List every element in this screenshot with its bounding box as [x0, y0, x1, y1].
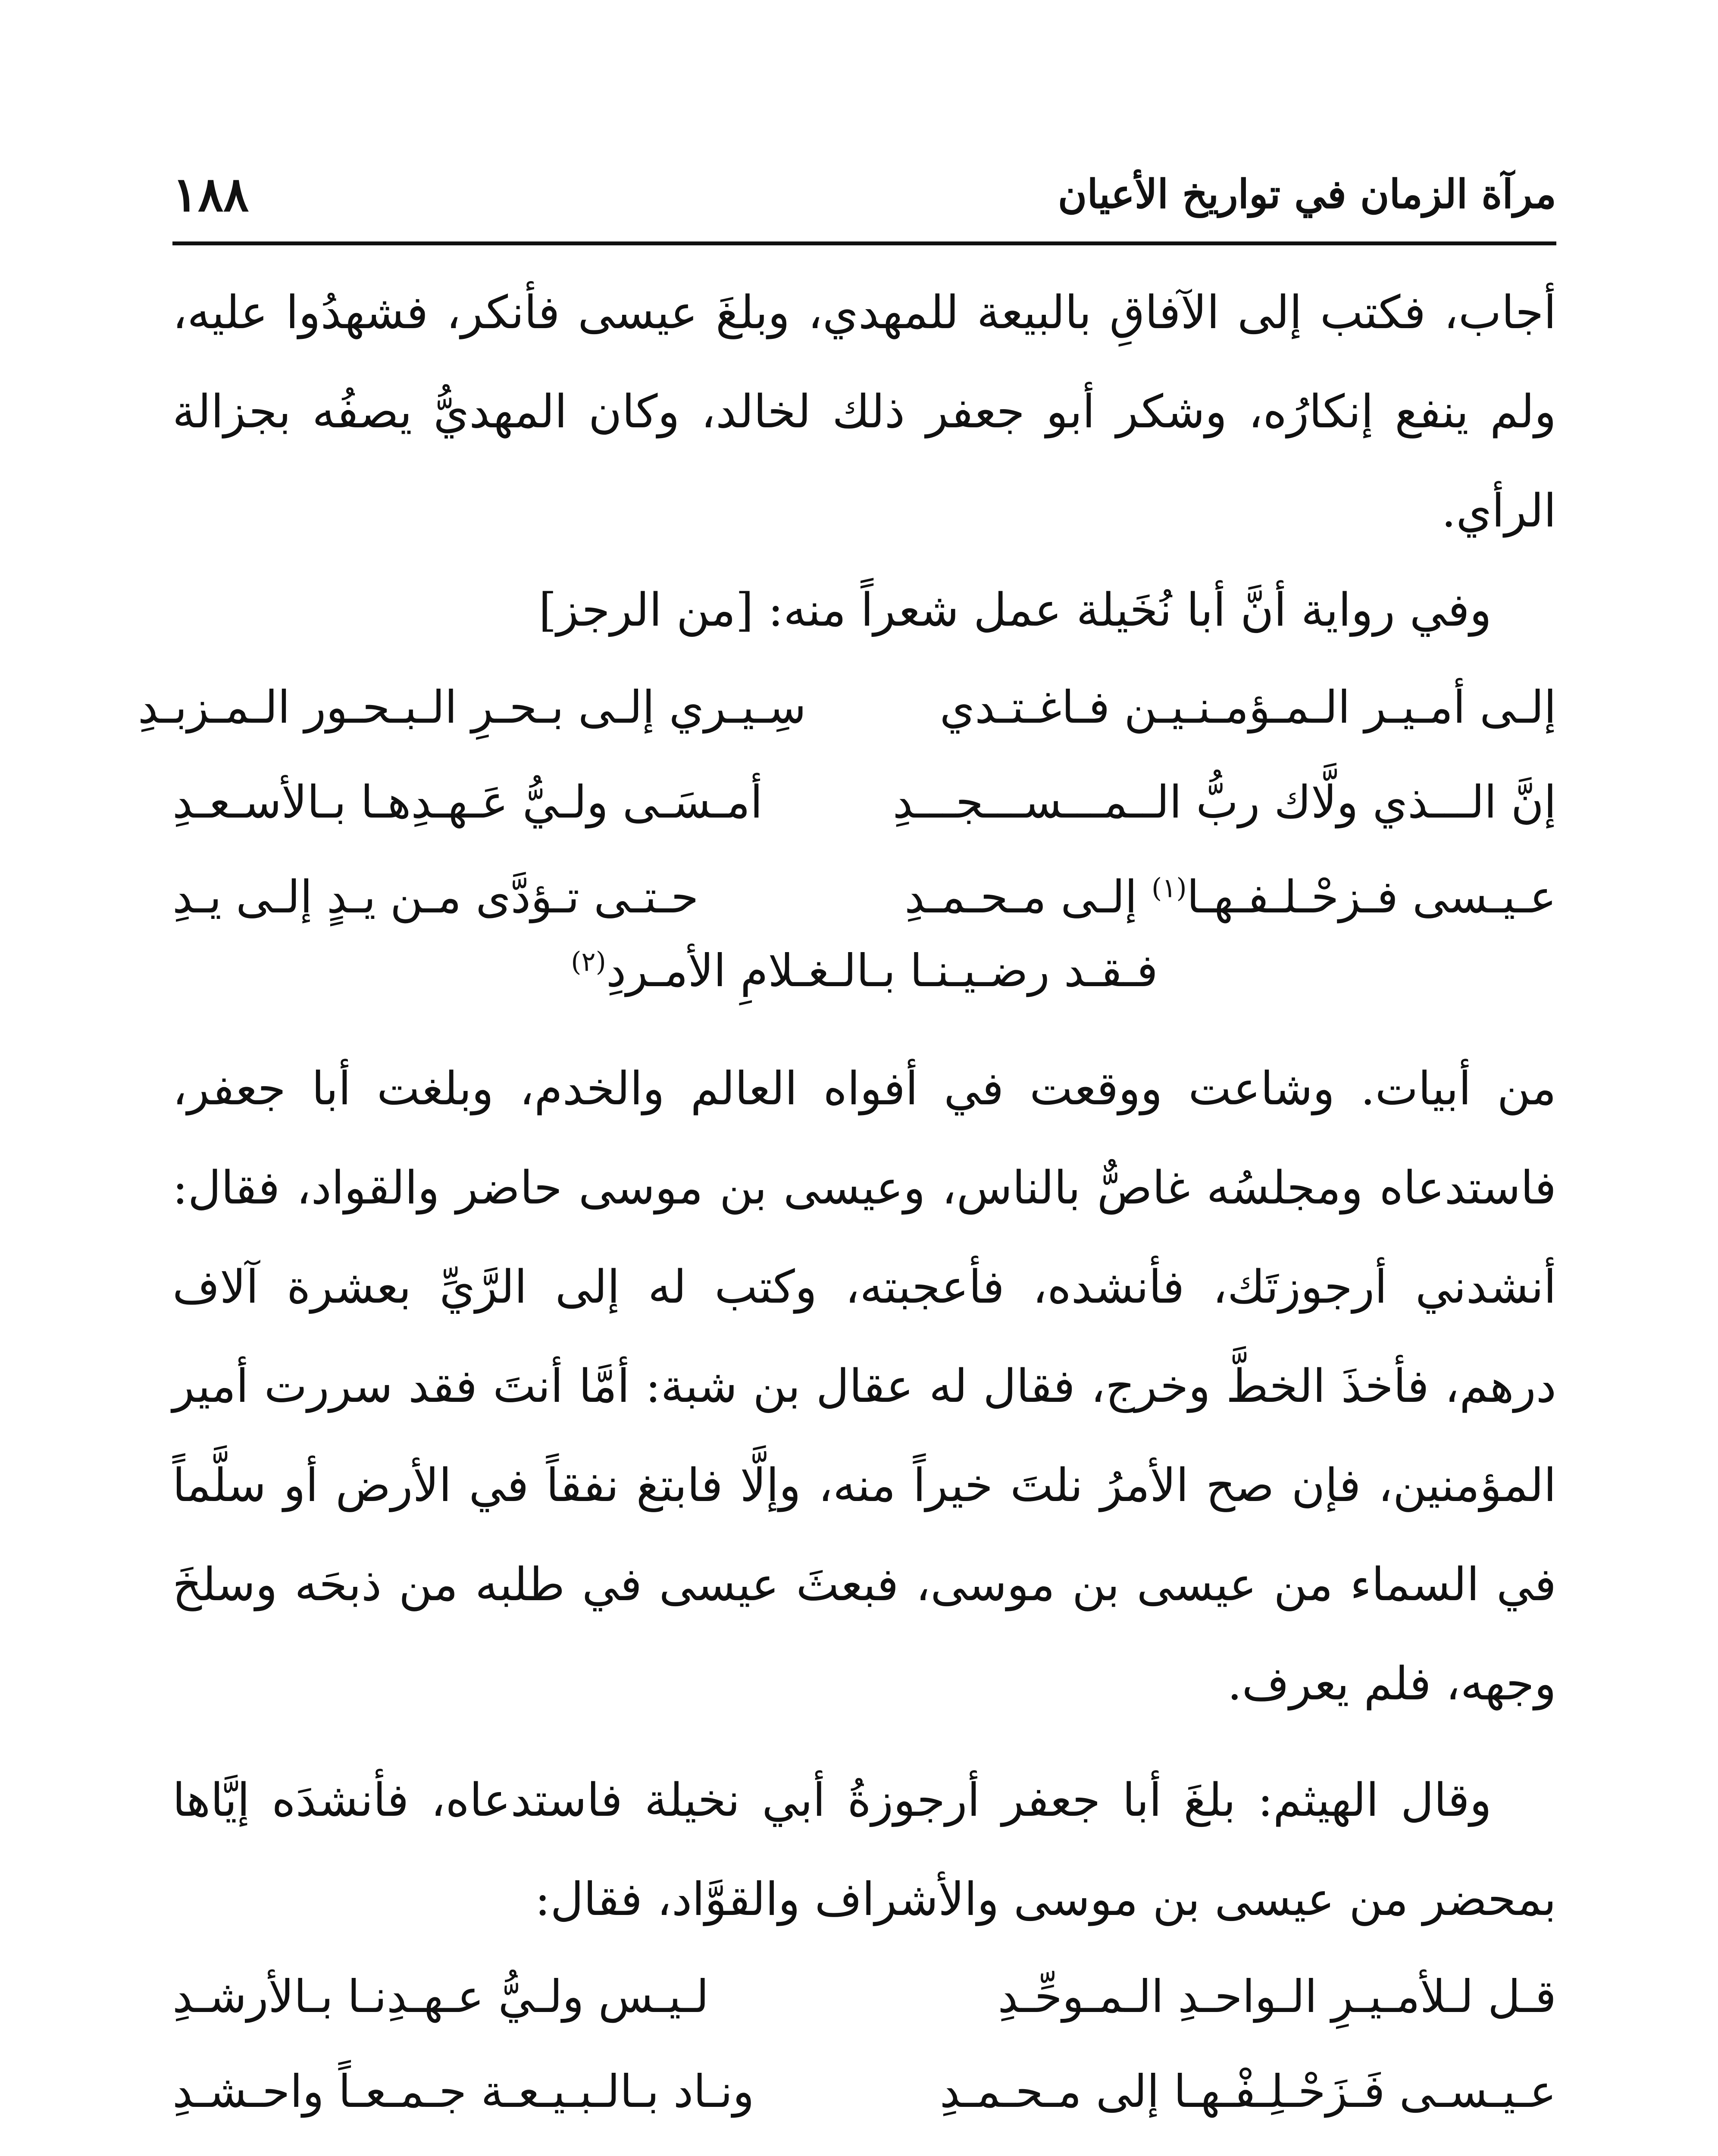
paragraph-4: وقال الهيثم: بلغَ أبا جعفر أرجوزةُ أبي نخيلة فاستدعاه، فأنشدَه إيَّاها بمحضر من عيسى بن موسى والأشراف والقوَّاد، فقال:	[172, 1774, 1556, 1926]
footnote-ref-1: (١)	[1151, 872, 1187, 904]
paragraph-1: أجاب، فكتب إلى الآفاقِ بالبيعة للمهدي، وبلغَ عيسى فأنكر، فشهدُوا عليه، ولم ينفع إنكارُه، وشكر أبو جعفر ذلك لخالد، وكان المهديُّ يصفُه بجزالة الرأي.	[172, 286, 1556, 537]
verse-second-hemistich: حـتـى تـؤدَّى مـن يـدٍ إلـى يـدِ	[172, 871, 699, 923]
verse-second-hemistich: ونـاد بـالـبـيـعـة جـمـعـاً واحـشـدِ	[172, 2065, 754, 2118]
verse-first-hemistich: قـل لـلأمـيـرِ الـواحـدِ الـمـوحِّـدِ	[998, 1970, 1556, 2023]
poem-1-verse-3	[172, 849, 1556, 944]
poem-1-verse-4	[172, 944, 1556, 1039]
poem-2-verse-2	[172, 2044, 1556, 2139]
page-header	[172, 160, 1556, 229]
verse-first-hemistich: إنَّ الـــذي ولَّاك ربُّ الــمـــســـجـــدِ	[892, 776, 1556, 828]
paragraph-5	[172, 2139, 1556, 2156]
poem-1-verse-2	[172, 755, 1556, 849]
footnote-ref-2: (٢)	[571, 946, 606, 978]
header-rule	[172, 241, 1556, 245]
poem-1-verse-1	[138, 660, 1556, 755]
verse-text: فـقـد رضـيـنـا بـالـغـلامِ الأمـردِ	[606, 944, 1158, 997]
verse-second-hemistich: أمـسَـى ولـيُّ عَـهـدِهـا بـالأسـعـدِ	[172, 776, 763, 828]
poem-2-verse-1	[172, 1949, 1556, 2044]
verse-first-hemistich: عـيـسـى فَـزَحْـلِـفْـهـا إلى مـحـمـدِ	[939, 2065, 1556, 2118]
verse-text: إلـى مـحـمـدِ	[904, 871, 1152, 923]
verse-second-hemistich: سِـيـري إلـى بـحـرِ الـبـحـور الـمـزبـدِ	[138, 681, 806, 733]
verse-first-hemistich	[904, 871, 1556, 923]
page-number: ١٨٨	[172, 166, 249, 222]
poem-2	[172, 1949, 1556, 2139]
paragraph-2: وفي رواية أنَّ أبا نُخَيلة عمل شعراً منه: [من الرجز]	[538, 583, 1492, 636]
paragraph-3: من أبيات. وشاعت ووقعت في أفواه العالم والخدم، وبلغت أبا جعفر، فاستدعاه ومجلسُه غاصٌّ بالناس، وعيسى بن موسى حاضر والقواد، فقال: أنشدني أرجوزتَك، فأنشده، فأعجبته، وكتب له إلى الرَّيِّ بعشرة آلاف درهم، فأخذَ الخطَّ وخرج، فقال له عقال بن شبة: أمَّا أنتَ فقد سررت أمير المؤمنين، فإن صح الأمرُ نلتَ خيراً منه، وإلَّا فابتغ نفقاً في الأرض أو سلَّماً في السماء من عيسى بن موسى، فبعثَ عيسى في طلبه من ذبحَه وسلخَ وجهه، فلم يعرف.	[172, 1062, 1556, 1710]
page-body	[138, 263, 1556, 2156]
running-title: مرآة الزمان في تواريخ الأعيان	[1058, 171, 1556, 217]
poem-1	[138, 660, 1556, 1039]
verse-first-hemistich: إلـى أمـيـر الـمـؤمـنـيـن فـاغـتـدي	[939, 681, 1556, 733]
verse-text: عـيـسى فـزحْـلـفـهـا	[1186, 871, 1556, 923]
verse-second-hemistich: لـيـس ولـيُّ عـهـدِنـا بـالأرشـدِ	[172, 1970, 709, 2023]
